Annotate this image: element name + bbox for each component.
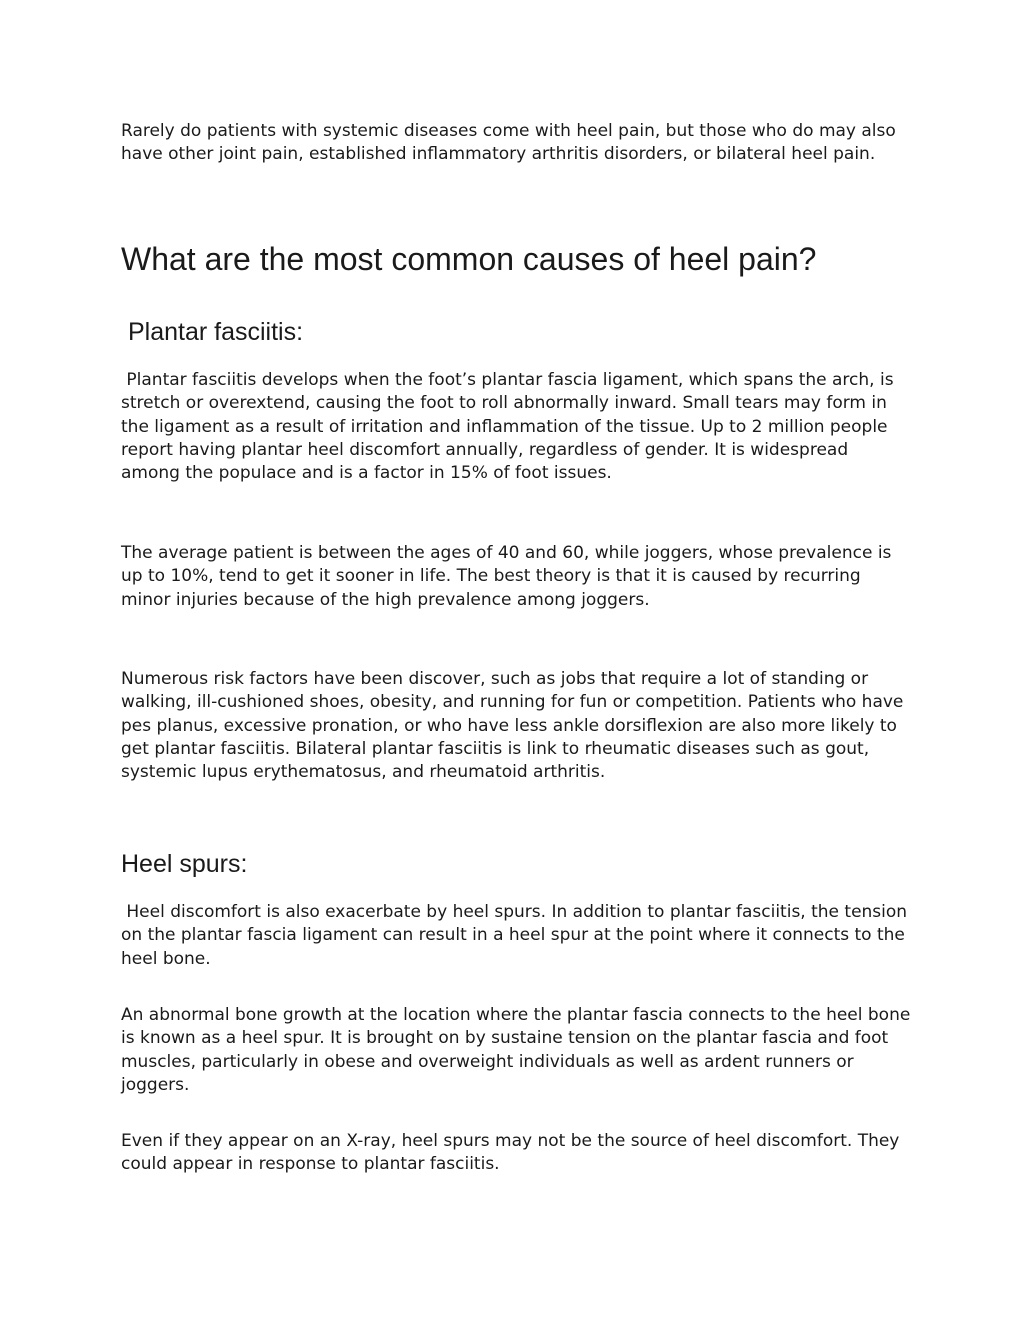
spurs-paragraph-3: Even if they appear on an X-ray, heel spurs may not be the source of heel discomfort. They could appear in response to plantar fasciitis. <box>121 1131 900 1175</box>
plantar-paragraph-3: Numerous risk factors have been discover, such as jobs that require a lot of standing or walking, ill-cushioned shoes, obesity, and running for fun or competition. Patients who have pes planus, excessive pronation, or who have less ankle dorsiflexion are also more likely to get plantar fasciitis. Bilateral plantar fasciitis is link to rheumatic diseases such as gout, systemic lupus erythematosus, and rheumatoid arthritis. <box>121 669 904 783</box>
plantar-paragraph-1: Plantar fasciitis develops when the foot’s plantar fascia ligament, which spans the arch, is stretch or overextend, causing the foot to roll abnormally inward. Small tears may form in the ligament as a result of irritation and inflammation of the tissue. Up to 2 million people report having plantar heel discomfort annually, regardless of gender. It is widespread among the populace and is a factor in 15% of foot issues. <box>121 370 894 484</box>
spurs-paragraph-2: An abnormal bone growth at the location where the plantar fascia connects to the heel bone is known as a heel spur. It is brought on by sustaine tension on the plantar fascia and foot muscles, particularly in obese and overweight individuals as well as ardent runners or joggers. <box>121 1005 911 1095</box>
plantar-fasciitis-heading: Plantar fasciitis: <box>128 318 304 346</box>
plantar-paragraph-2: The average patient is between the ages of 40 and 60, while joggers, whose prevalence is up to 10%, tend to get it sooner in life. The best theory is that it is caused by recurring minor injuries because of the high prevalence among joggers. <box>121 543 892 610</box>
spurs-paragraph-1: Heel discomfort is also exacerbate by heel spurs. In addition to plantar fasciitis, the tension on the plantar fascia ligament can result in a heel spur at the point where it connects to the heel bone. <box>121 902 908 969</box>
heel-spurs-heading: Heel spurs: <box>121 850 248 878</box>
intro-paragraph: Rarely do patients with systemic diseases come with heel pain, but those who do may also have other joint pain, established inflammatory arthritis disorders, or bilateral heel pain. <box>121 121 896 165</box>
main-heading: What are the most common causes of heel pain? <box>121 241 817 277</box>
